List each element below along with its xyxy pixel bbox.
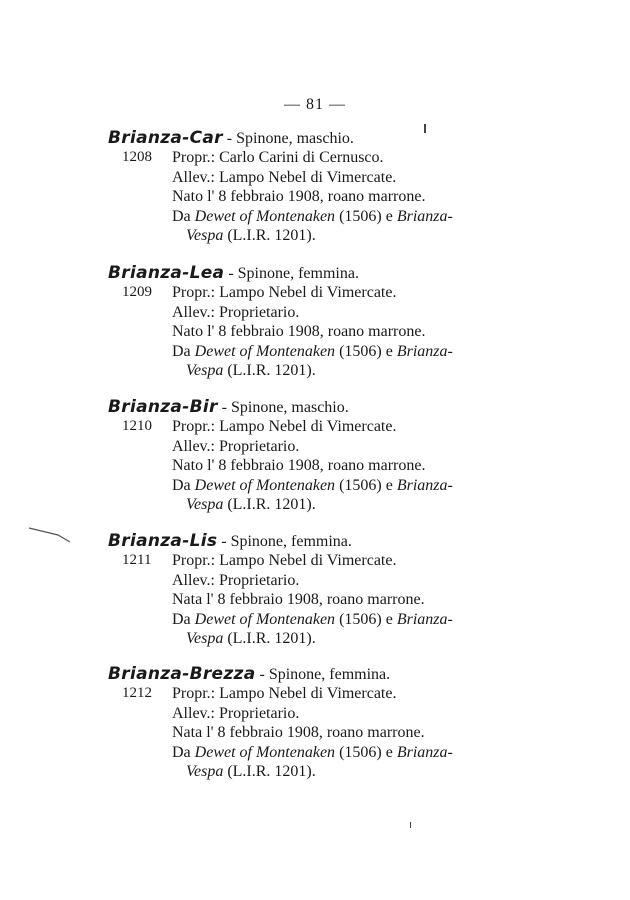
dog-name: Brianza-Lea [108, 263, 225, 283]
dam-name-part2: Vespa [186, 630, 224, 648]
entry-brianza-lea [108, 264, 538, 380]
sire-prefix: Da [172, 610, 195, 628]
birth-line [108, 322, 538, 341]
sire-reg: (1506) e [335, 342, 397, 360]
breed-sex: - Spinone, femmina. [217, 533, 352, 550]
birth-line [108, 723, 538, 742]
dog-name: Brianza-Bir [108, 397, 218, 417]
sire-prefix: Da [172, 342, 195, 360]
breeder-line [108, 704, 538, 723]
dam-line [108, 495, 538, 514]
breeder-line [108, 571, 538, 590]
page-number: — 81 — [284, 96, 346, 113]
sire-name: Dewet of Montenaken [194, 207, 336, 225]
dam-reg: (L.I.R. 1201). [223, 496, 316, 514]
owner-line [108, 283, 538, 302]
entry-brianza-car [108, 129, 538, 245]
sire-reg: (1506) e [335, 476, 397, 494]
parents-line [108, 476, 538, 495]
breed-sex: - Spinone, maschio. [217, 399, 349, 416]
registration-number: 1208 [122, 149, 152, 166]
breeder-line [108, 303, 538, 322]
sire-prefix: Da [172, 207, 195, 225]
scan-mark-tick [424, 124, 426, 133]
dam-reg: (L.I.R. 1201). [223, 227, 316, 245]
scan-mark-dot [410, 822, 411, 828]
dam-name-part2: Vespa [186, 496, 224, 514]
entry-brianza-brezza [108, 665, 538, 781]
registration-number: 1209 [122, 284, 152, 301]
entry-brianza-lis [108, 532, 538, 648]
dam-name-part1: Brianza- [396, 743, 453, 761]
birth-info: Nata l' 8 febbraio 1908, roano marrone. [172, 591, 425, 609]
dam-reg: (L.I.R. 1201). [223, 362, 316, 380]
parents-line [108, 743, 538, 762]
sire-prefix: Da [172, 476, 195, 494]
registration-number: 1211 [122, 552, 152, 569]
dam-name-part2: Vespa [186, 763, 224, 781]
dog-name: Brianza-Brezza [108, 664, 256, 684]
parents-line [108, 207, 538, 226]
dam-line [108, 226, 538, 245]
dog-name: Brianza-Lis [108, 531, 218, 551]
breeder: Allev.: Proprietario. [172, 437, 300, 455]
dam-line [108, 629, 538, 648]
sire-reg: (1506) e [335, 743, 397, 761]
breeder-line [108, 437, 538, 456]
breed-sex: - Spinone, maschio. [222, 130, 354, 147]
sire-prefix: Da [172, 743, 195, 761]
birth-info: Nato l' 8 febbraio 1908, roano marrone. [172, 457, 426, 475]
birth-info: Nato l' 8 febbraio 1908, roano marrone. [172, 323, 426, 341]
sire-name: Dewet of Montenaken [194, 476, 336, 494]
owner-line [108, 148, 538, 167]
owner-line [108, 551, 538, 570]
registration-number: 1212 [122, 685, 152, 702]
breeder-line [108, 168, 538, 187]
registration-number: 1210 [122, 418, 152, 435]
birth-line [108, 456, 538, 475]
owner: Propr.: Lampo Nebel di Vimercate. [172, 418, 397, 436]
entry-heading [108, 398, 538, 417]
sire-name: Dewet of Montenaken [194, 610, 336, 628]
breeder: Allev.: Proprietario. [172, 704, 300, 722]
entry-heading [108, 532, 538, 551]
sire-name: Dewet of Montenaken [194, 743, 336, 761]
entry-brianza-bir [108, 398, 538, 514]
breeder: Allev.: Lampo Nebel di Vimercate. [172, 168, 397, 186]
dam-reg: (L.I.R. 1201). [223, 630, 316, 648]
birth-info: Nata l' 8 febbraio 1908, roano marrone. [172, 724, 425, 742]
breed-sex: - Spinone, femmina. [255, 666, 391, 683]
dog-name: Brianza-Car [108, 128, 223, 148]
dam-name-part1: Brianza- [396, 476, 453, 494]
owner: Propr.: Carlo Carini di Cernusco. [172, 149, 384, 167]
birth-info: Nato l' 8 febbraio 1908, roano marrone. [172, 188, 426, 206]
entry-heading [108, 665, 538, 684]
owner-line [108, 684, 538, 703]
dam-line [108, 762, 538, 781]
parents-line [108, 342, 538, 361]
owner: Propr.: Lampo Nebel di Vimercate. [172, 284, 397, 302]
sire-reg: (1506) e [335, 207, 397, 225]
sire-name: Dewet of Montenaken [194, 342, 336, 360]
sire-reg: (1506) e [335, 610, 397, 628]
breeder: Allev.: Proprietario. [172, 303, 300, 321]
entry-heading [108, 264, 538, 283]
scan-mark-stroke [28, 526, 72, 546]
breed-sex: - Spinone, femmina. [224, 265, 359, 282]
owner: Propr.: Lampo Nebel di Vimercate. [172, 552, 397, 570]
dam-name-part1: Brianza- [396, 207, 453, 225]
owner-line [108, 417, 538, 436]
owner: Propr.: Lampo Nebel di Vimercate. [172, 685, 397, 703]
birth-line [108, 590, 538, 609]
dam-name-part1: Brianza- [396, 342, 453, 360]
parents-line [108, 610, 538, 629]
entry-heading [108, 129, 538, 148]
dam-name-part1: Brianza- [396, 610, 453, 628]
breeder: Allev.: Proprietario. [172, 571, 300, 589]
dam-name-part2: Vespa [186, 362, 224, 380]
dam-reg: (L.I.R. 1201). [223, 763, 316, 781]
dam-line [108, 361, 538, 380]
birth-line [108, 187, 538, 206]
dam-name-part2: Vespa [186, 227, 224, 245]
